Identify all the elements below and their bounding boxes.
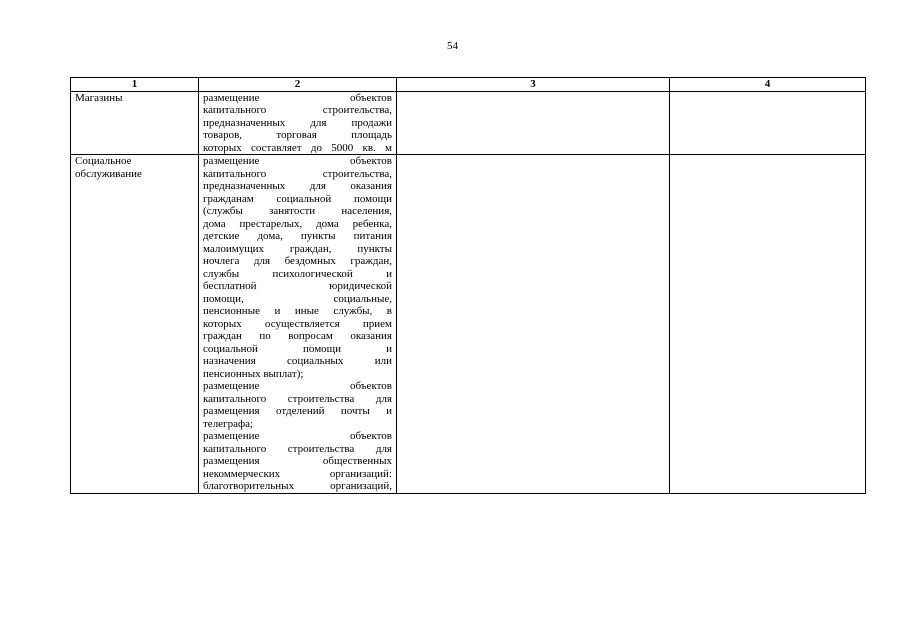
column-4-cell (670, 91, 866, 155)
land-use-description-line: помощи, социальные, (203, 292, 392, 305)
land-use-description-line: социальной помощи и (203, 342, 392, 355)
land-use-description-line: ночлега для бездомных граждан, (203, 255, 392, 267)
page-number: 54 (447, 40, 458, 52)
land-use-description-line: телеграфа; (203, 417, 254, 430)
land-use-description-line: (службы занятости населения, (203, 205, 392, 217)
land-use-description-line: капитального строительства, (203, 167, 392, 180)
column-3-cell (397, 91, 670, 155)
land-use-description-cell (199, 155, 397, 494)
land-use-description-line: размещение объектов (203, 430, 392, 442)
table-row (71, 91, 866, 155)
table-body (71, 91, 866, 493)
land-use-description-line: некоммерческих организаций: (203, 467, 392, 480)
column-3-cell (397, 155, 670, 494)
land-use-description-line: капитального строительства, (203, 104, 392, 116)
land-use-description-line: капитального строительства для (203, 392, 392, 405)
land-use-description-line: размещение объектов (203, 155, 392, 167)
column-header-3: 3 (397, 78, 670, 92)
land-use-description-line: которых составляет до 5000 кв. м (203, 141, 392, 154)
land-use-table (70, 77, 866, 494)
column-header-4: 4 (670, 78, 866, 92)
land-use-description-line: гражданам социальной помощи (203, 192, 392, 205)
land-use-description-line: малоимущих граждан, пункты (203, 242, 392, 255)
land-use-description-line: пенсионные и иные службы, в (203, 305, 392, 317)
land-use-description-line: капитального строительства для (203, 442, 392, 455)
land-use-name-cell (71, 91, 199, 155)
land-use-description-line: предназначенных для продажи (203, 116, 392, 129)
land-use-description-line: благотворительных организаций, (203, 480, 392, 492)
land-use-description-line: размещения общественных (203, 455, 392, 467)
land-use-description-line: размещение объектов (203, 91, 392, 104)
land-use-name-cell (71, 155, 199, 494)
land-use-description-line: пенсионных выплат); (203, 367, 304, 380)
land-use-description-line: размещение объектов (203, 380, 392, 392)
column-4-cell (670, 155, 866, 494)
land-use-description-line: бесплатной юридической (203, 280, 392, 292)
column-header-1: 1 (71, 78, 199, 92)
land-use-description-line: службы психологической и (203, 267, 392, 280)
land-use-name-line: обслуживание (75, 167, 142, 180)
land-use-description-line: которых осуществляется прием (203, 317, 392, 330)
table-header-row (71, 78, 866, 92)
land-use-name-line: Социальное (75, 155, 132, 167)
column-header-2: 2 (199, 78, 397, 92)
table-row (71, 155, 866, 494)
land-use-description-line: дома престарелых, дома ребенка, (203, 217, 392, 230)
land-use-description-line: граждан по вопросам оказания (203, 330, 392, 342)
land-use-description-line: товаров, торговая площадь (203, 129, 392, 141)
land-use-description-cell (199, 91, 397, 155)
land-use-description-line: предназначенных для оказания (203, 180, 392, 192)
land-use-description-line: назначения социальных или (203, 355, 392, 367)
land-use-name-line: Магазины (75, 91, 123, 104)
land-use-description-line: размещения отделений почты и (203, 405, 392, 417)
land-use-description-line: детские дома, пункты питания (203, 230, 392, 242)
